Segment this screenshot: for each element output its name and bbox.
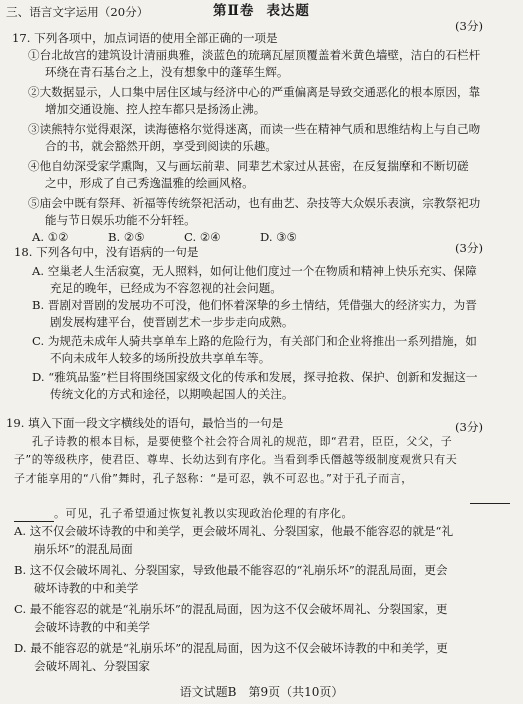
q17-stem-text: 下列各项中，加点词语的使用全部正确的一项是 — [34, 31, 278, 45]
q19-d-line-1: D. 最不能容忍的就是“礼崩乐坏”的混乱局面，因为这不仅会破坏诗教的中和美学，更 — [14, 641, 448, 655]
q17-item-5-line-2: 能与节日娱乐功能不分轩轾。 — [45, 213, 196, 227]
page-footer: 语文试题B 第9页（共10页） — [179, 685, 344, 699]
q18-stem — [14, 244, 198, 261]
q17-item-5-line-1: ⑤庙会中既有祭拜、祈福等传统祭祀活动，也有曲艺、杂技等大众娱乐表演，宗教祭祀功 — [28, 196, 481, 210]
q19-a-line-2: 崩乐坏”的混乱局面 — [34, 542, 133, 556]
part-number: 第Ⅱ卷 — [213, 3, 255, 19]
q19-b-line-2: 破坏诗教的中和美学 — [34, 581, 139, 595]
q19-stem — [6, 415, 283, 432]
q19-passage-line-5-text: 。可见，孔子希望通过恢复礼教以实现政治伦理的有序化。 — [54, 507, 353, 520]
q18-a-line-2: 充足的晚年，已经成为不容忽视的社会问题。 — [50, 281, 282, 295]
q19-passage-line-5 — [14, 505, 353, 522]
q17-option-c: C. ②④ — [184, 230, 221, 244]
q19-d-line-2: 会破坏周礼、分裂国家 — [34, 659, 150, 673]
q19-stem-text: 填入下面一段文字横线处的语句，最恰当的一句是 — [28, 416, 284, 430]
q17-item-4-line-2: 之中，形成了自己秀逸温雅的绘画风格。 — [45, 176, 254, 190]
q18-c-line-2: 不向未成年人较多的场所投放共享单车等。 — [50, 351, 271, 365]
q17-item-1-line-1: ①台北故宫的建筑设计清丽典雅，淡蓝色的琉璃瓦屋顶覆盖着米黄色墙壁，洁白的石栏杆 — [28, 48, 481, 62]
q19-passage-line-1: 孔子诗教的根本目标，是要使整个社会符合周礼的规范，即“君君，臣臣，父父，子 — [32, 435, 453, 448]
q19-number: 19. — [6, 416, 25, 430]
section-heading: 三、语言文字运用（20分） — [6, 5, 149, 19]
q18-c-line-1: C. 为规范未成年人骑共享单车上路的危险行为，有关部门和企业将推出一系列措施，如 — [32, 334, 477, 348]
q17-option-d: D. ③⑤ — [260, 230, 298, 244]
q17-option-a: A. ①② — [32, 230, 69, 244]
q19-a-line-1: A. 这不仅会破坏诗教的中和美学，更会破坏周礼、分裂国家，他最不能容忍的就是“礼 — [14, 524, 454, 538]
q17-stem — [12, 30, 278, 47]
q19-blank-2 — [14, 509, 54, 522]
part-title — [0, 3, 523, 20]
q18-d-line-2: 传统文化的方式和途径，以期唤起国人的关注。 — [50, 387, 294, 401]
q19-b-line-1: B. 这不仅会破坏周礼、分裂国家，导致他最不能容忍的“礼崩乐坏”的混乱局面，更会 — [14, 563, 448, 577]
q19-c-line-2: 会破坏诗教的中和美学 — [34, 620, 150, 634]
q18-points: (3分) — [454, 241, 483, 255]
q17-item-4-line-1: ④他自幼深受家学熏陶，又与画坛前辈、同辈艺术家过从甚密，在反复揣摩和不断切磋 — [28, 159, 469, 173]
q17-item-2-line-2: 增加交通设施、控人控车都只是扬汤止沸。 — [45, 102, 266, 116]
q17-option-b: B. ②⑤ — [108, 230, 145, 244]
q17-number: 17. — [12, 31, 31, 45]
part-name: 表达题 — [266, 3, 310, 19]
q18-b-line-1: B. 晋剧对晋剧的发展功不可没，他们怀着深挚的乡土情结，凭借强大的经济实力，为晋 — [32, 298, 477, 312]
q18-number: 18. — [14, 245, 33, 259]
q17-item-3-line-2: 合的书，就会豁然开朗，享受到阅读的乐趣。 — [45, 139, 277, 153]
q17-item-2-line-1: ②大数据显示，人口集中居住区域与经济中心的严重偏离是导致交通恶化的根本原因，靠 — [28, 85, 481, 99]
q18-stem-text: 下列各句中，没有语病的一句是 — [36, 245, 199, 259]
q18-d-line-1: D. “雅筑品鉴”栏目将围绕国家级文化的传承和发展，探寻抢救、保护、创新和发掘这一 — [32, 370, 478, 384]
q19-passage-line-2: 子”的等级秩序，使君臣、尊卑、长幼达到有序化。当看到季氏僭越等级制度观赏只有天 — [14, 453, 458, 466]
q17-item-3-line-1: ③读熊特尔觉得艰深，读海德格尔觉得迷离，而读一些在精神气质和思维结构上与自己吻 — [28, 122, 481, 136]
q19-passage-line-3: 子才能享用的“八佾”舞时，孔子怒称：“是可忍，孰不可忍也。”对于孔子而言， — [14, 472, 413, 485]
q17-points: (3分) — [454, 19, 483, 33]
q18-a-line-1: A. 空巢老人生活寂寞，无人照料，如何让他们度过一个在物质和精神上快乐充实、保障 — [32, 264, 477, 278]
q18-b-line-2: 剧发展构建平台，使晋剧艺术一步步走向成熟。 — [50, 315, 294, 329]
q19-c-line-1: C. 最不能容忍的就是“礼崩乐坏”的混乱局面，因为这不仅会破坏周礼、分裂国家，更 — [14, 602, 448, 616]
q19-points: (3分) — [454, 420, 483, 434]
q19-blank — [470, 487, 510, 504]
q17-item-1-line-2: 环绕在青石基台之上，没有想象中的蓬荜生辉。 — [45, 65, 289, 79]
